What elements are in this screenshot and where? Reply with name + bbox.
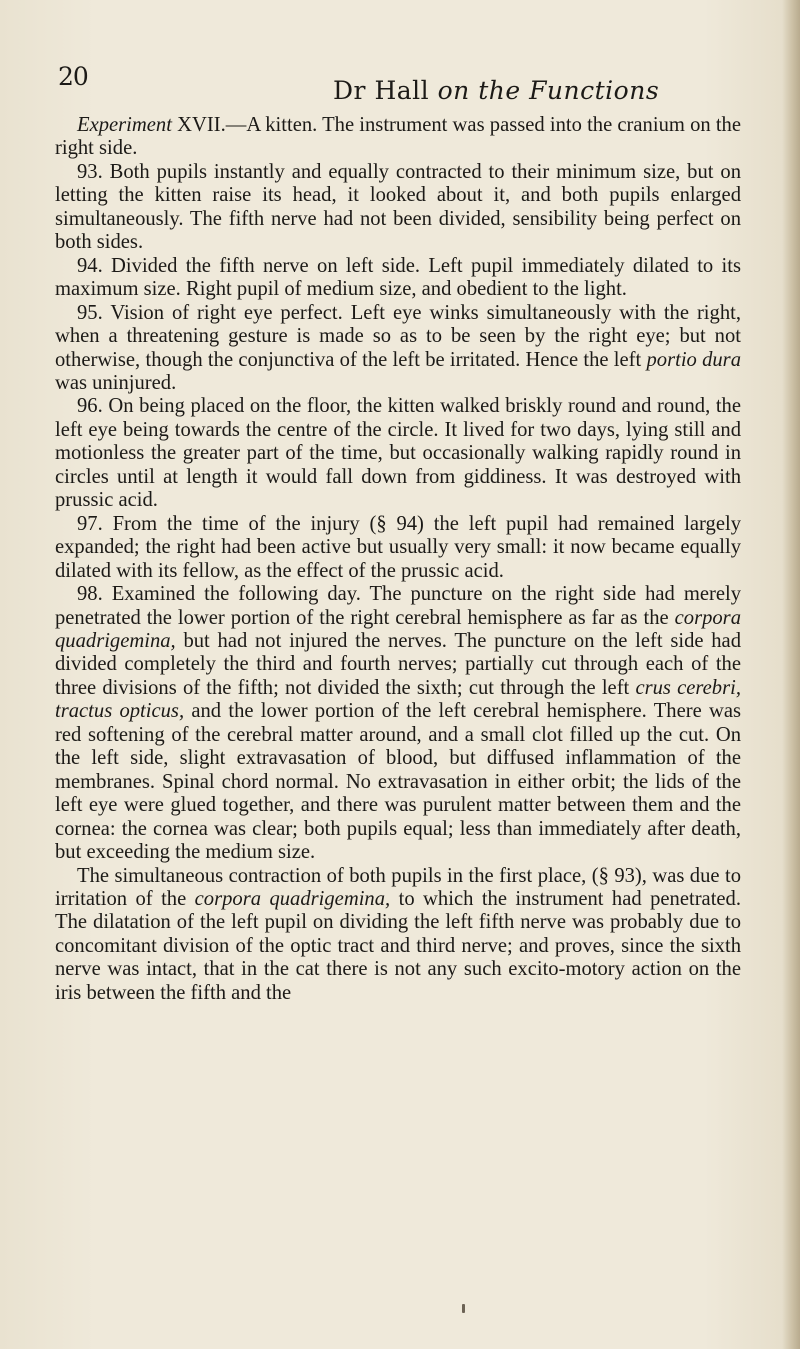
paragraph-93: 93. Both pupils instantly and equally contracted to their minimum size, but on letting the kitten raise its head, it looked about it, and both pupils enlarged simultaneously. The fifth nerve had not been divided, sensibility being perfect on both sides. [55, 160, 741, 254]
paragraph-98-text-a: 98. Examined the following day. The puncture on the right side had merely penetrated the lower portion of the right cerebral hemisphere as far as the [55, 583, 741, 629]
paragraph-96: 96. On being placed on the floor, the kitten walked briskly round and round, the left eye being towards the centre of the circle. It lived for two days, lying still and motionless the greater part of the time, but occasionally walking rapidly round in circles until at length it would fall down from giddiness. It was destroyed with prussic acid. [55, 395, 741, 512]
experiment-label: Experiment [77, 114, 172, 136]
paragraph-95 [55, 302, 741, 396]
paragraph-98 [55, 583, 741, 864]
paragraph-experiment [55, 114, 741, 161]
experiment-text: XVII.—A kitten. The instrument was passed into the cranium on the right side. [55, 114, 741, 160]
paragraph-discussion-italic: corpora quadrigemina, [194, 887, 391, 910]
stray-ink-mark [462, 1304, 465, 1313]
paragraph-98-italic-2: crus cerebri, tractus opticus, [55, 676, 741, 723]
paragraph-98-italic-1: corpora quadrigemina, [55, 606, 741, 652]
paragraph-94: 94. Divided the fifth nerve on left side. Left pupil immediately dilated to its maximum size. Right pupil of medium size, and obedient to the light. [55, 254, 741, 301]
page-number: 20 [58, 62, 88, 91]
paragraph-97: 97. From the time of the injury (§ 94) the left pupil had remained largely expanded; the right had been active but usually very small: it now became equally dilated with its fellow, as the effect of the prussic acid. [55, 512, 741, 582]
paragraph-98-text-c: and the lower portion of the left cerebral hemisphere. There was red softening of the cerebral matter around, and a small clot filled up the cut. On the left side, slight extravasation of blood, but diffused inflammation of the membranes. Spinal chord normal. No extravasation in either orbit; the lids of the left eye were glued together, and there was purulent matter between them and the cornea: the cornea was clear; both pupils equal; less than immediately after death, but exceeding the medium size. [55, 700, 741, 864]
page-gutter-shadow [782, 0, 800, 1349]
paragraph-95-text-b: was uninjured. [55, 371, 177, 394]
paragraph-discussion-text-b: to which the instrument had penetrated. The dilatation of the left pupil on dividing the left fifth nerve was probably due to concomitant division of the optic tract and third nerve; and proves, since the sixth nerve was intact, that in the cat there is not any such excito-motory action on the iris between the fifth and the [55, 887, 741, 1004]
paragraph-95-italic: portio dura [646, 348, 741, 371]
body-text [55, 114, 741, 1005]
paragraph-discussion [55, 865, 741, 1006]
running-head-author: Dr Hall [333, 76, 438, 105]
running-head-title: on the Functions [437, 76, 660, 105]
paragraph-98-text-b: but had not injured the nerves. The puncture on the left side had divided completely the third and fourth nerves; partially cut through each of the three divisions of the fifth; not divided the sixth; cut through the left [55, 629, 741, 699]
running-head [333, 76, 659, 105]
paragraph-discussion-text-a: The simultaneous contraction of both pupils in the first place, (§ 93), was due to irritation of the [55, 864, 741, 910]
paragraph-95-text-a: 95. Vision of right eye perfect. Left eye winks simultaneously with the right, when a threatening gesture is made so as to be seen by the right eye; but not otherwise, though the conjunctiva of the left be irritated. Hence the left [55, 301, 741, 371]
